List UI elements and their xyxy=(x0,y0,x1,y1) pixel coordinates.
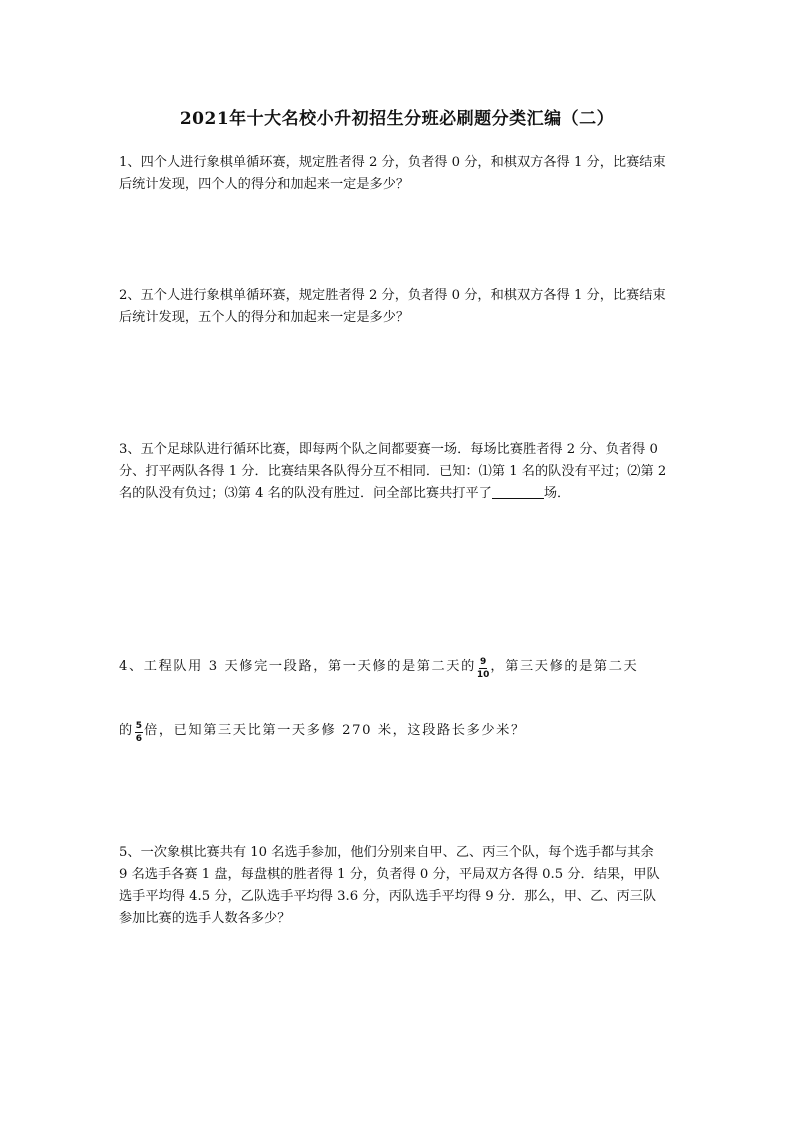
question-3-text-after-blank: 场． xyxy=(543,486,571,501)
question-3-text-before-blank: 名的队没有负过；⑶第 4 名的队没有胜过．问全部比赛共打平了 xyxy=(119,486,492,501)
question-4-text-2: ，第三天修的是第二天 xyxy=(490,659,639,674)
question-5-line-1: 5、一次象棋比赛共有 10 名选手参加，他们分别来自甲、乙、丙三个队，每个选手都与其余 xyxy=(119,845,654,860)
question-3-line-2: 分、打平两队各得 1 分．比赛结果各队得分互不相同．已知：⑴第 1 名的队没有平过；⑵第 2 xyxy=(119,464,667,479)
question-1-line-1: 1、四个人进行象棋单循环赛，规定胜者得 2 分，负者得 0 分，和棋双方各得 1 分，比赛结束 xyxy=(119,155,666,170)
question-3 xyxy=(119,439,679,505)
question-4-text-1: 4、工程队用 3 天修完一段路，第一天修的是第二天的 xyxy=(119,659,476,674)
page-title: 2021年十大名校小升初招生分班必刷题分类汇编（二） xyxy=(179,109,615,129)
question-1 xyxy=(119,152,679,196)
answer-blank[interactable] xyxy=(492,484,544,499)
question-5 xyxy=(119,842,679,930)
fraction-five-sixths xyxy=(135,721,143,744)
question-5-line-3: 选手平均得 4.5 分，乙队选手平均得 3.6 分，丙队选手平均得 9 分．那么，甲、乙、丙三队 xyxy=(119,889,657,904)
question-4-line-1 xyxy=(119,656,679,680)
question-3-line-1: 3、五个足球队进行循环比赛，即每两个队之间都要赛一场．每场比赛胜者得 2 分、负者得 0 xyxy=(119,442,658,457)
question-1-line-2: 后统计发现，四个人的得分和加起来一定是多少？ xyxy=(119,177,410,192)
question-5-line-4: 参加比赛的选手人数各多少？ xyxy=(119,911,291,926)
question-4-text-4: 倍，已知第三天比第一天多修 270 米，这段路长多少米？ xyxy=(144,723,526,738)
question-4-line-2 xyxy=(119,720,679,744)
fraction-denominator: 10 xyxy=(476,670,490,680)
question-2 xyxy=(119,285,679,329)
question-4-text-3: 的 xyxy=(119,723,134,738)
question-2-line-2: 后统计发现，五个人的得分和加起来一定是多少？ xyxy=(119,310,410,325)
question-3-line-3 xyxy=(119,483,679,505)
fraction-numerator: 5 xyxy=(135,721,143,731)
fraction-numerator: 9 xyxy=(480,657,487,667)
fraction-denominator: 6 xyxy=(135,734,143,744)
fraction-nine-tenths xyxy=(477,657,490,680)
question-2-line-1: 2、五个人进行象棋单循环赛，规定胜者得 2 分，负者得 0 分，和棋双方各得 1 分，比赛结束 xyxy=(119,288,666,303)
question-5-line-2: 9 名选手各赛 1 盘，每盘棋的胜者得 1 分，负者得 0 分，平局双方各得 0.5 分．结果，甲队 xyxy=(119,867,660,882)
